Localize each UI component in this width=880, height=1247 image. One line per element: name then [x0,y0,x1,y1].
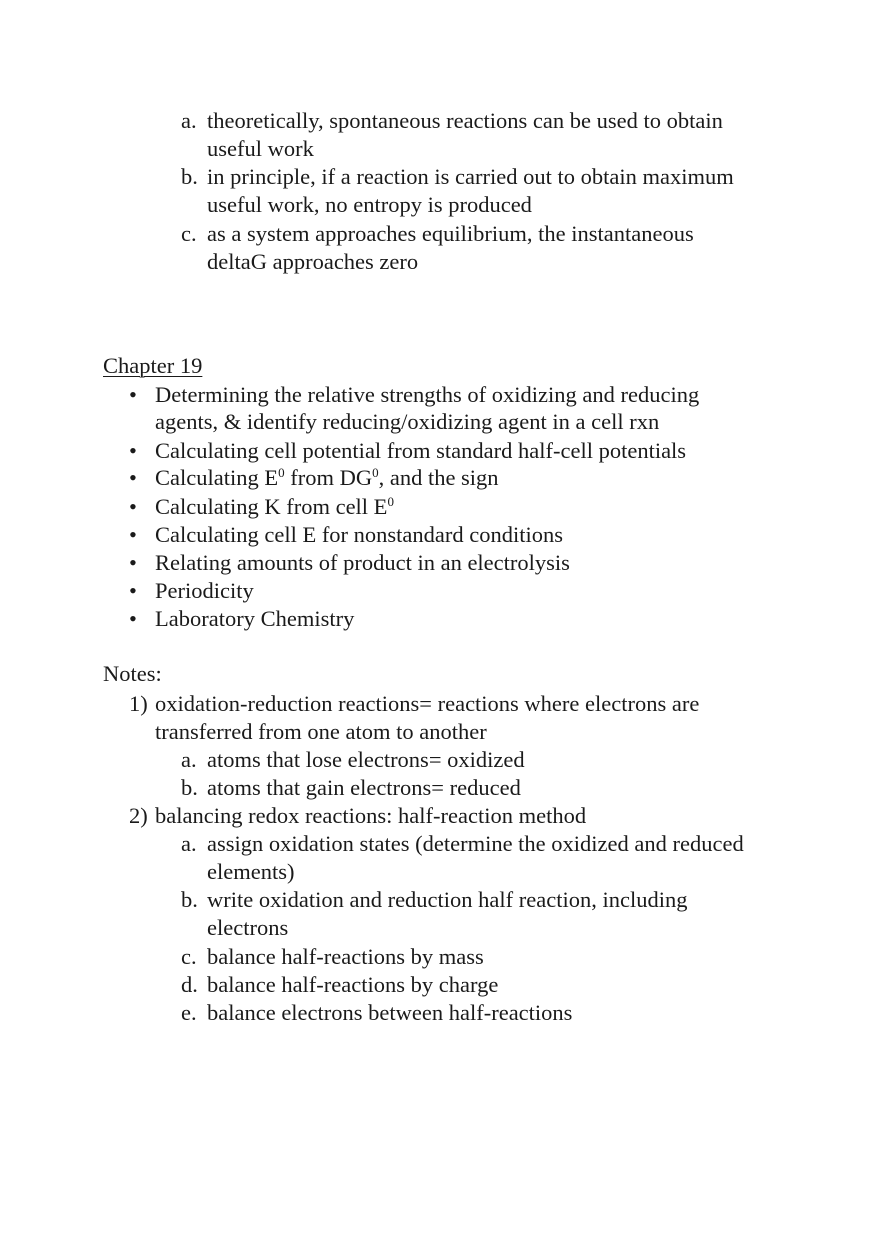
list-marker: a. [181,831,197,856]
bullet-icon: • [129,522,137,547]
bullet-text: Calculating cell potential from standard half-cell potentials [155,438,687,463]
notes-subitem-text: balance half-reactions by charge [207,972,499,997]
superscript: 0 [372,465,379,480]
notes-subitem-text: balance half-reactions by mass [207,944,484,969]
notes-subitem-text: elements) [207,859,295,884]
notes-item-text: oxidation-reduction reactions= reactions where electrons are [155,691,700,716]
bullet-icon: • [129,438,137,463]
superscript: 0 [387,494,394,509]
bullet-icon: • [129,578,137,603]
list-marker: d. [181,972,198,997]
numbered-marker: 2) [129,803,148,828]
bullet-icon: • [129,550,137,575]
bullet-text: agents, & identify reducing/oxidizing agent in a cell rxn [155,409,660,434]
notes-subitem-text: assign oxidation states (determine the oxidized and reduced [207,831,744,856]
numbered-marker: 1) [129,691,148,716]
list-marker: c. [181,221,197,246]
list-marker: b. [181,775,198,800]
bullet-text: Calculating $E^0$ from $DG^0$, and the sign [155,465,499,490]
bullet-text: Relating amounts of product in an electrolysis [155,550,570,575]
superscript: 0 [278,465,285,480]
list-item-line: in principle, if a reaction is carried out to obtain maximum [207,164,734,189]
notes-item-text: balancing redox reactions: half-reaction method [155,803,587,828]
list-marker: c. [181,944,197,969]
list-marker: a. [181,108,197,133]
list-item-line: useful work [207,136,314,161]
notes-subitem-text: balance electrons between half-reactions [207,1000,573,1025]
notes-subitem-text: electrons [207,915,289,940]
notes-subitem-text: atoms that gain electrons= reduced [207,775,521,800]
bullet-icon: • [129,465,137,490]
bullet-text: Calculating K from cell $E^0$ [155,494,394,519]
notes-item-text: transferred from one atom to another [155,719,487,744]
bullet-text: Laboratory Chemistry [155,606,355,631]
list-item-line: useful work, no entropy is produced [207,192,532,217]
list-item-line: as a system approaches equilibrium, the instantaneous [207,221,694,246]
list-marker: b. [181,887,198,912]
list-item-line: deltaG approaches zero [207,249,419,274]
notes-subitem-text: write oxidation and reduction half reaction, including [207,887,688,912]
list-marker: a. [181,747,197,772]
list-marker: e. [181,1000,197,1025]
bullet-text: Periodicity [155,578,254,603]
bullet-icon: • [129,382,137,407]
list-marker: b. [181,164,198,189]
bullet-icon: • [129,606,137,631]
bullet-icon: • [129,494,137,519]
bullet-text: Calculating cell E for nonstandard conditions [155,522,564,547]
chapter-title: Chapter 19 [103,353,203,378]
bullet-text: Determining the relative strengths of oxidizing and reducing [155,382,700,407]
list-item-line: theoretically, spontaneous reactions can be used to obtain [207,108,723,133]
notes-subitem-text: atoms that lose electrons= oxidized [207,747,525,772]
notes-title: Notes: [103,661,162,686]
